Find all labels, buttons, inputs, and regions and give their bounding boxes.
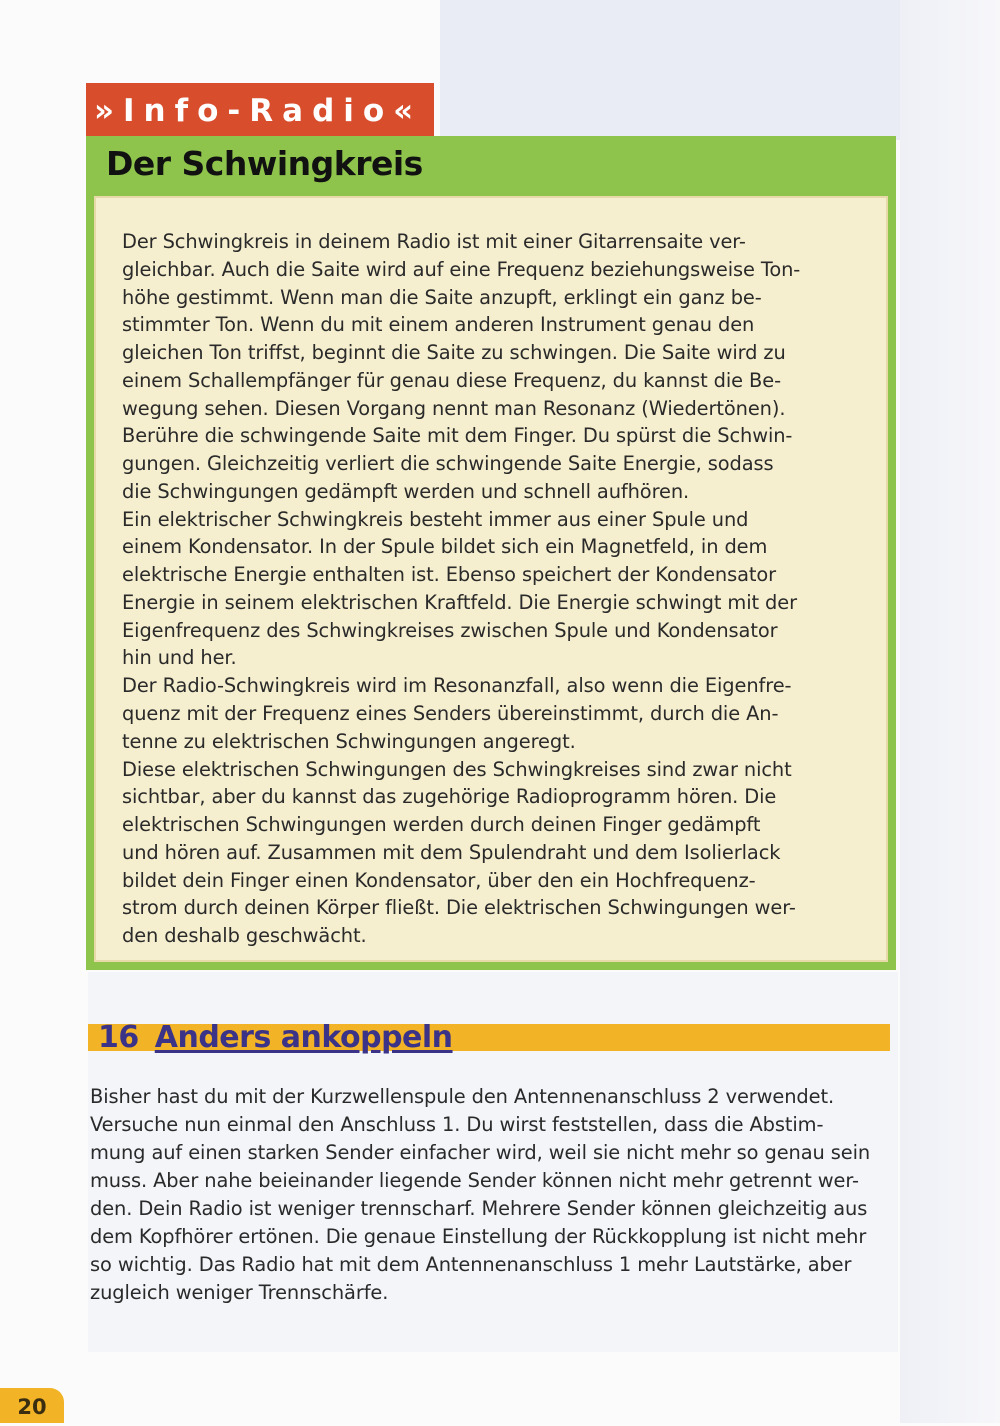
text-line: strom durch deinen Körper fließt. Die elektrischen Schwingungen wer- (122, 896, 796, 920)
section-number: 16 (98, 1020, 139, 1055)
text-line: so wichtig. Das Radio hat mit dem Antennenanschluss 1 mehr Lautstärke, aber (90, 1253, 852, 1276)
text-line: mung auf einen starken Sender einfacher wird, weil sie nicht mehr so genau sein (90, 1141, 871, 1164)
text-line: stimmter Ton. Wenn du mit einem anderen Instrument genau den (122, 313, 755, 337)
section-body-text (90, 1083, 900, 1307)
text-line: Diese elektrischen Schwingungen des Schwingkreises sind zwar nicht (122, 757, 792, 781)
page-number: 20 (0, 1388, 64, 1423)
info-box-title: Der Schwingkreis (106, 144, 423, 183)
text-line: gungen. Gleichzeitig verliert die schwingende Saite Energie, sodass (122, 452, 774, 476)
section-heading (98, 1020, 453, 1055)
info-text-panel (94, 196, 888, 962)
text-line: gleichbar. Auch die Saite wird auf eine Frequenz beziehungsweise Ton- (122, 257, 801, 281)
info-radio-tab: »Info-Radio« (86, 83, 434, 139)
text-line: sichtbar, aber du kannst das zugehörige Radioprogramm hören. Die (122, 785, 777, 809)
text-line: elektrischen Schwingungen werden durch deinen Finger gedämpft (122, 813, 761, 837)
text-line: dem Kopfhörer ertönen. Die genaue Einstellung der Rückkopplung ist nicht mehr (90, 1225, 867, 1248)
text-line: zugleich weniger Trennschärfe. (90, 1281, 389, 1304)
text-line: und hören auf. Zusammen mit dem Spulendraht und dem Isolierlack (122, 840, 781, 864)
text-line: den deshalb geschwächt. (122, 924, 367, 948)
text-line: den. Dein Radio ist weniger trennscharf. Mehrere Sender können gleichzeitig aus (90, 1197, 868, 1220)
info-text (122, 228, 862, 950)
facing-page-heading-bleed (440, 0, 900, 140)
text-line: Bisher hast du mit der Kurzwellenspule den Antennenanschluss 2 verwendet. (90, 1085, 835, 1108)
text-line: Der Schwingkreis in deinem Radio ist mit einer Gitarrensaite ver- (122, 230, 746, 253)
text-line: quenz mit der Frequenz eines Senders übereinstimmt, durch die An- (122, 702, 779, 726)
text-line: einem Kondensator. In der Spule bildet sich ein Magnetfeld, in dem (122, 535, 768, 559)
text-line: Der Radio-Schwingkreis wird im Resonanzfall, also wenn die Eigenfre- (122, 674, 792, 698)
text-line: Eigenfrequenz des Schwingkreises zwischen Spule und Kondensator (122, 618, 778, 642)
text-line: Energie in seinem elektrischen Kraftfeld. Die Energie schwingt mit der (122, 590, 797, 614)
text-line: die Schwingungen gedämpft werden und schnell aufhören. (122, 479, 690, 503)
facing-page-bleed (900, 0, 1000, 1423)
text-line: hin und her. (122, 646, 237, 670)
text-line: muss. Aber nahe beieinander liegende Sender können nicht mehr getrennt wer- (90, 1169, 859, 1192)
info-box (86, 136, 896, 970)
text-line: elektrische Energie enthalten ist. Ebenso speichert der Kondensator (122, 563, 777, 587)
text-line: tenne zu elektrischen Schwingungen angeregt. (122, 729, 576, 753)
text-line: wegung sehen. Diesen Vorgang nennt man Resonanz (Wiedertönen). (122, 396, 786, 420)
text-line: Versuche nun einmal den Anschluss 1. Du wirst feststellen, dass die Abstim- (90, 1113, 824, 1136)
text-line: höhe gestimmt. Wenn man die Saite anzupft, erklingt ein ganz be- (122, 285, 762, 309)
text-line: gleichen Ton triffst, beginnt die Saite zu schwingen. Die Saite wird zu (122, 341, 786, 365)
text-line: einem Schallempfänger für genau diese Frequenz, du kannst die Be- (122, 368, 781, 392)
text-line: bildet dein Finger einen Kondensator, über den ein Hochfrequenz- (122, 868, 756, 892)
text-line: Ein elektrischer Schwingkreis besteht immer aus einer Spule und (122, 507, 749, 531)
text-line: Berühre die schwingende Saite mit dem Finger. Du spürst die Schwin- (122, 424, 793, 448)
section-title: Anders ankoppeln (154, 1020, 453, 1055)
